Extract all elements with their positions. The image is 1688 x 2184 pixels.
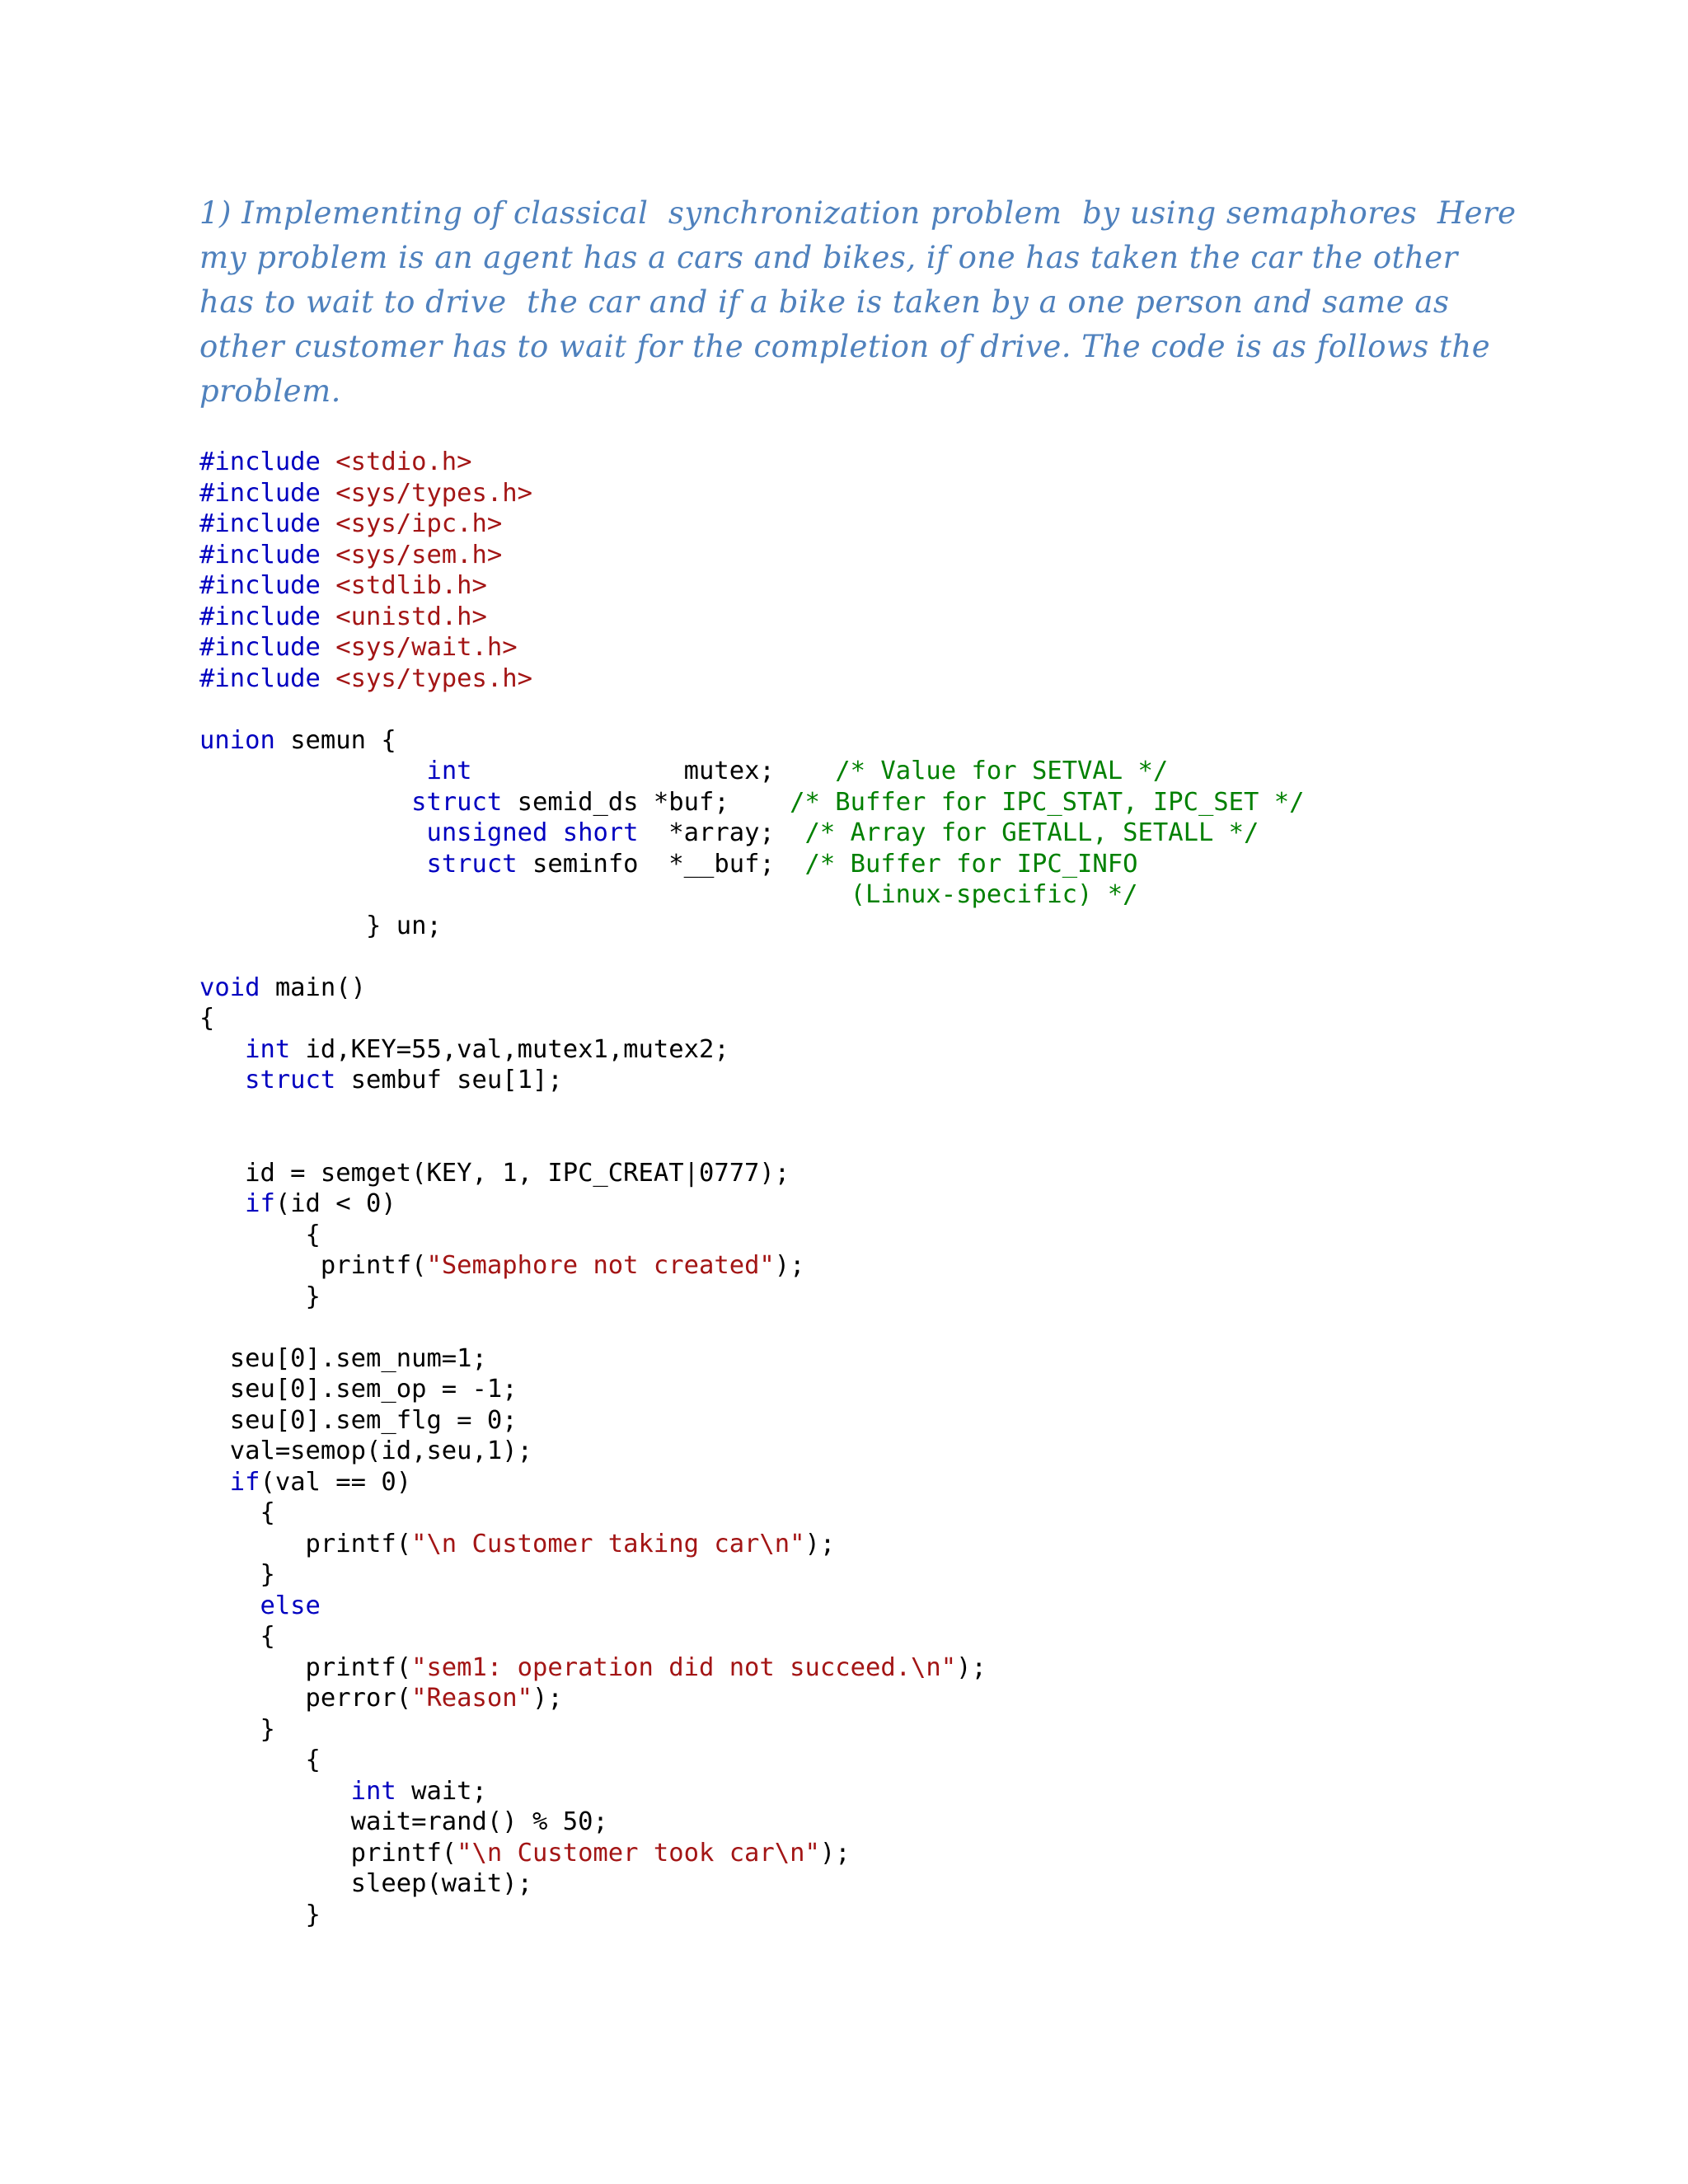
- code-line: [199, 725, 1304, 757]
- code-text: }: [199, 1900, 321, 1929]
- code-text: wait;: [396, 1776, 487, 1806]
- code-line: [199, 941, 1304, 972]
- code-line: [199, 879, 1304, 911]
- code-keyword: #include: [199, 540, 336, 569]
- code-line: [199, 1188, 1304, 1220]
- code-header-name: <sys/types.h>: [335, 478, 532, 508]
- code-keyword: int: [350, 1776, 396, 1806]
- code-line: [199, 1436, 1304, 1467]
- code-keyword: #include: [199, 448, 336, 476]
- code-comment: /* Buffer for IPC_INFO: [804, 849, 1138, 879]
- code-line: [199, 1096, 1304, 1127]
- code-text: semid_ds *buf;: [502, 787, 790, 817]
- code-text: mutex;: [471, 757, 836, 785]
- code-keyword: #include: [199, 633, 336, 662]
- code-keyword: else: [260, 1591, 321, 1620]
- code-text: );: [774, 1251, 805, 1280]
- code-line: [199, 818, 1304, 849]
- code-line: [199, 1868, 1304, 1900]
- code-line: [199, 1127, 1304, 1158]
- code-line: [199, 849, 1304, 880]
- code-text: );: [956, 1652, 987, 1682]
- code-keyword: #include: [199, 663, 336, 693]
- code-text: {: [199, 1746, 321, 1774]
- code-header-name: <sys/wait.h>: [335, 633, 518, 662]
- code-text: {: [199, 1004, 215, 1033]
- code-line: [199, 509, 1304, 540]
- code-text: printf(: [199, 1838, 457, 1868]
- code-text: printf(: [199, 1529, 412, 1558]
- code-comment: (Linux-specific) */: [835, 880, 1138, 909]
- code-line: [199, 694, 1304, 725]
- code-line: [199, 1065, 1304, 1096]
- code-text: [199, 1468, 230, 1497]
- code-text: semun {: [274, 725, 396, 755]
- code-text: perror(: [199, 1684, 412, 1713]
- code-comment: /* Buffer for IPC_STAT, IPC_SET */: [790, 787, 1305, 817]
- code-line: [199, 570, 1304, 602]
- code-line: [199, 787, 1304, 818]
- heading-line: 1) Implementing of classical synchronization problem by using semaphores Here: [199, 195, 1517, 231]
- code-text: id = semget(KEY, 1, IPC_CREAT|0777);: [199, 1158, 790, 1188]
- code-keyword: int: [426, 757, 472, 785]
- code-line: [199, 911, 1304, 942]
- code-text: id,KEY=55,val,mutex1,mutex2;: [290, 1034, 729, 1064]
- code-keyword: union: [199, 725, 275, 755]
- code-line: [199, 1683, 1304, 1714]
- code-line: [199, 663, 1304, 695]
- code-text: [199, 818, 426, 847]
- code-line: [199, 1559, 1304, 1591]
- code-line: [199, 1497, 1304, 1529]
- code-text: [199, 880, 835, 909]
- code-text: [199, 1777, 351, 1806]
- code-line: [199, 447, 1304, 478]
- code-keyword: #include: [199, 602, 336, 631]
- code-string: "Reason": [411, 1684, 532, 1713]
- code-text: [199, 1189, 245, 1218]
- code-text: }: [199, 1714, 275, 1744]
- code-text: }: [199, 1560, 275, 1589]
- code-keyword: unsigned short: [426, 818, 639, 847]
- code-text: [199, 1066, 245, 1094]
- code-line: [199, 1621, 1304, 1652]
- code-header-name: <sys/sem.h>: [335, 540, 503, 569]
- code-text: );: [819, 1838, 851, 1868]
- code-line: [199, 1900, 1304, 1931]
- code-header-name: <stdio.h>: [335, 448, 472, 476]
- code-text: (id < 0): [274, 1189, 396, 1218]
- code-line: [199, 540, 1304, 571]
- code-text: sembuf seu[1];: [335, 1066, 563, 1094]
- code-line: [199, 1405, 1304, 1436]
- code-text: printf(: [199, 1652, 412, 1682]
- code-keyword: #include: [199, 509, 336, 538]
- code-line: [199, 1220, 1304, 1251]
- code-string: "\n Customer took car\n": [457, 1838, 820, 1868]
- code-string: "sem1: operation did not succeed.\n": [411, 1652, 957, 1682]
- code-line: [199, 1282, 1304, 1313]
- code-line: [199, 1807, 1304, 1838]
- code-text: seminfo *__buf;: [517, 849, 805, 879]
- code-comment: /* Array for GETALL, SETALL */: [804, 818, 1259, 847]
- code-line: [199, 1745, 1304, 1776]
- code-text: sleep(wait);: [199, 1869, 532, 1898]
- code-text: [199, 1591, 260, 1620]
- code-line: [199, 1467, 1304, 1498]
- code-text: {: [199, 1220, 321, 1249]
- code-line: [199, 1529, 1304, 1560]
- code-header-name: <stdlib.h>: [335, 571, 487, 600]
- code-line: [199, 632, 1304, 663]
- code-text: printf(: [199, 1251, 427, 1280]
- code-text: wait=rand() % 50;: [199, 1807, 608, 1836]
- code-text: {: [199, 1498, 275, 1527]
- code-string: "Semaphore not created": [426, 1251, 775, 1280]
- code-text: {: [199, 1622, 275, 1651]
- heading-line: my problem is an agent has a cars and bikes, if one has taken the car the other: [199, 240, 1458, 275]
- heading-line: problem.: [199, 373, 341, 409]
- code-keyword: struct: [426, 849, 518, 879]
- code-text: val=semop(id,seu,1);: [199, 1436, 532, 1465]
- code-comment: /* Value for SETVAL */: [835, 757, 1169, 785]
- code-text: seu[0].sem_op = -1;: [199, 1375, 518, 1404]
- code-line: [199, 1343, 1304, 1375]
- code-header-name: <sys/types.h>: [335, 663, 532, 693]
- code-line: [199, 1250, 1304, 1282]
- code-text: [199, 757, 426, 785]
- code-keyword: struct: [411, 787, 503, 817]
- code-keyword: #include: [199, 478, 336, 508]
- heading-line: other customer has to wait for the completion of drive. The code is as follows the: [199, 329, 1491, 364]
- code-line: [199, 1591, 1304, 1622]
- problem-statement: [199, 191, 1517, 414]
- code-text: [199, 1035, 245, 1064]
- code-line: [199, 1312, 1304, 1343]
- code-listing: [199, 447, 1304, 1930]
- code-keyword: int: [245, 1034, 291, 1064]
- code-text: );: [532, 1684, 563, 1713]
- code-text: }: [199, 1282, 321, 1311]
- code-keyword: #include: [199, 571, 336, 600]
- code-header-name: <sys/ipc.h>: [335, 509, 503, 538]
- code-keyword: if: [229, 1467, 260, 1497]
- code-line: [199, 478, 1304, 509]
- code-line: [199, 1374, 1304, 1405]
- code-string: "\n Customer taking car\n": [411, 1529, 805, 1558]
- code-line: [199, 1776, 1304, 1807]
- code-text: } un;: [199, 911, 442, 940]
- code-text: seu[0].sem_num=1;: [199, 1343, 487, 1373]
- code-line: [199, 1034, 1304, 1066]
- code-line: [199, 1158, 1304, 1189]
- code-line: [199, 1714, 1304, 1746]
- code-text: );: [804, 1529, 836, 1558]
- code-line: [199, 972, 1304, 1004]
- code-keyword: if: [245, 1189, 275, 1218]
- code-text: [199, 788, 411, 817]
- code-text: main(): [260, 972, 366, 1002]
- code-line: [199, 1652, 1304, 1684]
- code-text: (val == 0): [260, 1467, 412, 1497]
- code-line: [199, 602, 1304, 633]
- code-line: [199, 756, 1304, 787]
- code-text: [199, 850, 426, 879]
- code-line: [199, 1003, 1304, 1034]
- code-text: *array;: [638, 818, 805, 847]
- code-line: [199, 1838, 1304, 1869]
- code-header-name: <unistd.h>: [335, 602, 487, 631]
- code-keyword: void: [199, 972, 260, 1002]
- code-keyword: struct: [245, 1066, 336, 1094]
- code-text: seu[0].sem_flg = 0;: [199, 1405, 518, 1435]
- heading-line: has to wait to drive the car and if a bike is taken by a one person and same as: [199, 284, 1450, 320]
